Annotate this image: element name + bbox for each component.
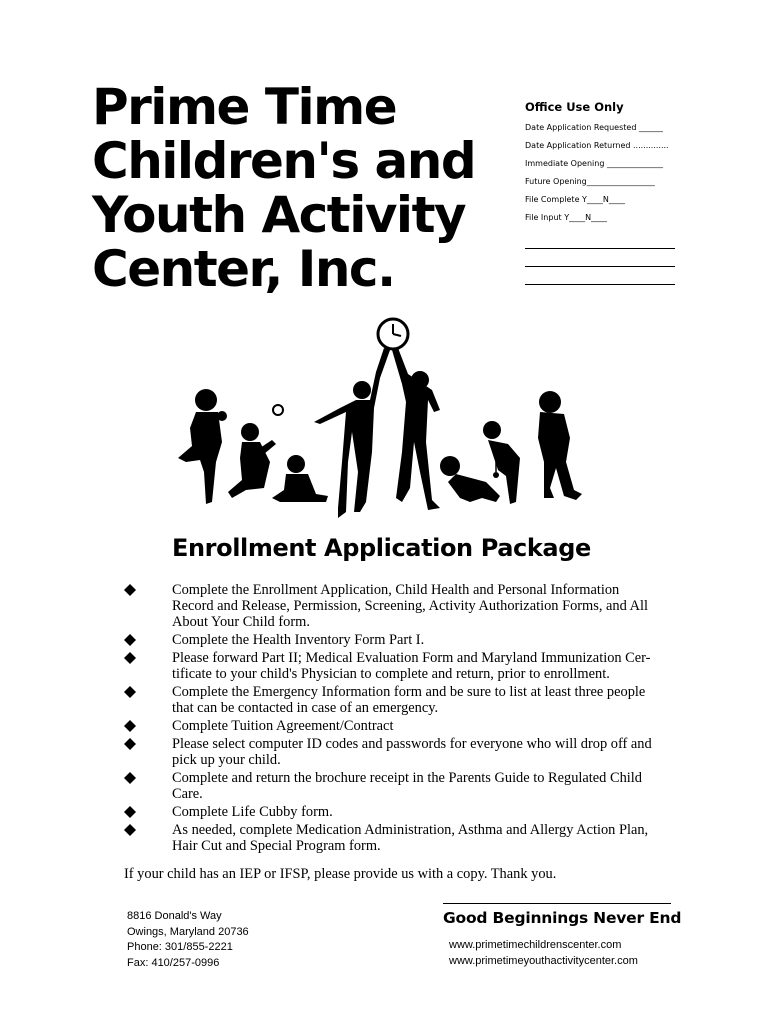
instruction-text: Please select computer ID codes and passwords for everyone who will drop off and pick up your child. xyxy=(172,736,652,768)
title-line: Youth Activity xyxy=(92,186,466,244)
diamond-bullet-icon xyxy=(124,634,136,646)
list-item xyxy=(124,822,664,854)
instruction-text: Complete Tuition Agreement/Contract xyxy=(172,718,394,734)
blank-line xyxy=(525,231,675,249)
list-item xyxy=(124,804,664,820)
diamond-bullet-icon xyxy=(124,824,136,836)
office-field: File Input Y____N____ xyxy=(525,213,608,222)
fax-number: Fax: 410/257-0996 xyxy=(127,956,220,969)
contact-address xyxy=(127,909,249,971)
instructions-list xyxy=(124,582,664,856)
instruction-text: Complete the Health Inventory Form Part I. xyxy=(172,632,425,648)
phone-number: Phone: 301/855-2221 xyxy=(127,941,233,953)
title-line: Prime Time xyxy=(92,78,397,136)
diamond-bullet-icon xyxy=(124,772,136,784)
office-field: Future Opening_________________ xyxy=(525,177,655,186)
baby-figure-crawling xyxy=(440,456,500,502)
website-link[interactable]: www.primetimeyouthactivitycenter.com xyxy=(449,955,638,967)
diamond-bullet-icon xyxy=(124,652,136,664)
children-silhouettes-icon xyxy=(170,312,600,527)
instruction-text: Complete Life Cubby form. xyxy=(172,804,333,820)
instruction-text: Complete the Enrollment Application, Child Health and Personal Information Record and Release, Permission, Screening, Activity Authorization Forms, and All About Your Child form. xyxy=(172,582,649,630)
tagline: Good Beginnings Never End xyxy=(443,909,682,927)
office-use-heading: Office Use Only xyxy=(525,100,624,114)
list-item xyxy=(124,684,664,716)
office-field: Date Application Returned .............. xyxy=(525,141,669,150)
closing-note: If your child has an IEP or IFSP, please provide us with a copy. Thank you. xyxy=(124,866,557,882)
ball-icon xyxy=(273,405,283,415)
instruction-text: As needed, complete Medication Administration, Asthma and Allergy Action Plan, Hair Cut and Special Program form. xyxy=(172,822,649,854)
website-link[interactable]: www.primetimechildrenscenter.com xyxy=(449,939,622,951)
package-title: Enrollment Application Package xyxy=(172,534,591,562)
diamond-bullet-icon xyxy=(124,806,136,818)
diamond-bullet-icon xyxy=(124,720,136,732)
girl-figure-left xyxy=(178,389,227,504)
address-city: Owings, Maryland 20736 xyxy=(127,925,249,938)
title-line: Center, Inc. xyxy=(92,240,395,298)
list-item xyxy=(124,736,664,768)
office-use-box xyxy=(525,100,677,285)
list-item xyxy=(124,632,664,648)
blank-line xyxy=(525,249,675,267)
boy-figure-kneeling xyxy=(228,423,276,498)
list-item xyxy=(124,770,664,802)
toddler-figure-seated xyxy=(272,455,328,502)
office-field: Date Application Requested ______ xyxy=(525,123,663,132)
list-item xyxy=(124,718,664,734)
organization-title xyxy=(92,78,476,298)
footer-divider xyxy=(443,903,671,904)
diamond-bullet-icon xyxy=(124,738,136,750)
adult-figure-right xyxy=(392,348,440,510)
diamond-bullet-icon xyxy=(124,686,136,698)
address-street: 8816 Donald's Way xyxy=(127,910,222,922)
title-line: Children's and xyxy=(92,132,476,190)
adult-figure-left xyxy=(314,348,390,518)
list-item xyxy=(124,650,664,682)
list-item xyxy=(124,582,664,630)
instruction-text: Complete the Emergency Information form and be sure to list at least three people that can be contacted in case of an emergency. xyxy=(172,684,646,716)
clock-icon xyxy=(378,319,408,349)
instruction-text: Please forward Part II; Medical Evaluation Form and Maryland Immunization Cer-tificate to your child's Physician to complete and return, prior to enrollment. xyxy=(172,650,651,682)
office-field: File Complete Y____N____ xyxy=(525,195,625,204)
blank-line xyxy=(525,267,675,285)
girl-figure-rollerskates xyxy=(538,391,582,500)
office-field: Immediate Opening ______________ xyxy=(525,159,663,168)
diamond-bullet-icon xyxy=(124,584,136,596)
website-links xyxy=(449,937,638,969)
instruction-text: Complete and return the brochure receipt in the Parents Guide to Regulated Child Care. xyxy=(172,770,642,802)
